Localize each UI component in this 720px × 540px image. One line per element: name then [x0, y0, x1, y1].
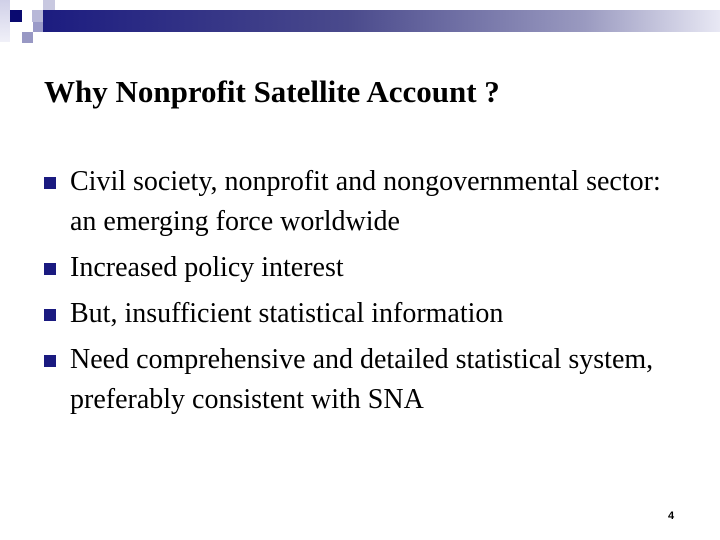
decor-square — [33, 22, 43, 32]
decor-square — [0, 0, 10, 42]
list-item — [44, 294, 684, 334]
square-bullet-icon — [44, 309, 56, 321]
square-bullet-icon — [44, 263, 56, 275]
square-bullet-icon — [44, 177, 56, 189]
bullet-list — [44, 162, 684, 426]
slide-title: Why Nonprofit Satellite Account ? — [44, 74, 500, 109]
list-item — [44, 248, 684, 288]
bullet-text: Need comprehensive and detailed statistical system, preferably consistent with SNA — [70, 344, 654, 415]
square-bullet-icon — [44, 355, 56, 367]
list-item — [44, 340, 684, 420]
page-number: 4 — [668, 510, 675, 522]
bullet-text: Civil society, nonprofit and nongovernmental sector: an emerging force worldwide — [70, 166, 661, 237]
header-bar — [43, 10, 720, 32]
list-item — [44, 162, 684, 242]
bullet-text: But, insufficient statistical information — [70, 298, 504, 329]
decor-square — [10, 10, 22, 22]
decor-square — [22, 32, 33, 43]
bullet-text: Increased policy interest — [70, 252, 344, 283]
